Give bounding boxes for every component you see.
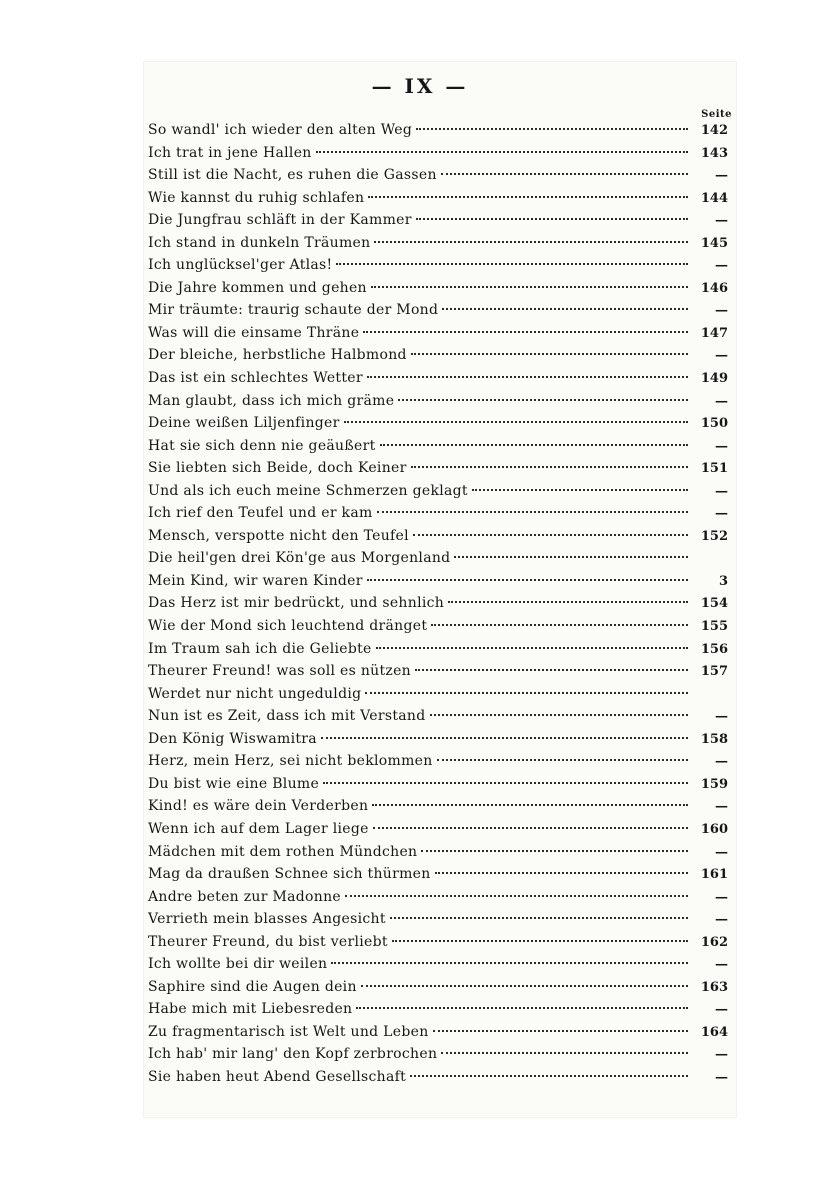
dot-leader xyxy=(398,399,688,401)
toc-entry-title: Hat sie sich denn nie geäußert xyxy=(148,437,376,454)
toc-entry-page: 147 xyxy=(700,325,728,341)
toc-entry-title: Ich rief den Teufel und er kam xyxy=(148,505,373,522)
dot-leader xyxy=(430,714,689,716)
toc-entry xyxy=(148,505,728,528)
toc-entry xyxy=(148,347,728,370)
dot-leader xyxy=(365,692,688,694)
toc-entry-page: 3 xyxy=(718,573,728,589)
toc-entry-title: Andre beten zur Madonne xyxy=(148,888,341,905)
toc-entry-title: Zu fragmentarisch ist Welt und Leben xyxy=(148,1023,429,1040)
toc-entry-page: — xyxy=(715,754,728,770)
toc-entry-title: Ich trat in jene Hallen xyxy=(148,144,312,161)
toc-entry-title: Theurer Freund! was soll es nützen xyxy=(148,663,411,680)
toc-entry-page: — xyxy=(715,844,728,860)
toc-entry-title: Sie liebten sich Beide, doch Keiner xyxy=(148,460,407,477)
toc-entry-title: Ich stand in dunkeln Träumen xyxy=(148,234,371,251)
toc-entry xyxy=(148,776,728,799)
toc-entry xyxy=(148,1046,728,1069)
toc-entry xyxy=(148,731,728,754)
toc-entry xyxy=(148,438,728,461)
dot-leader xyxy=(345,895,688,897)
toc-entry xyxy=(148,821,728,844)
toc-entry-title: Habe mich mit Liebesreden xyxy=(148,1001,353,1018)
dot-leader xyxy=(413,534,688,536)
dot-leader xyxy=(356,1007,688,1009)
dot-leader xyxy=(472,489,688,491)
toc-entry-page: — xyxy=(715,483,728,499)
toc-entry-page: — xyxy=(715,348,728,364)
toc-entry-page: 158 xyxy=(700,731,728,747)
dot-leader xyxy=(374,241,688,243)
toc-entry xyxy=(148,325,728,348)
toc-entry-page: 154 xyxy=(700,596,728,612)
toc-entry-page: 159 xyxy=(700,776,728,792)
page-number: — IX — xyxy=(371,74,469,98)
toc-entry-title: Herz, mein Herz, sei nicht beklommen xyxy=(148,753,433,770)
toc-entry xyxy=(148,212,728,235)
dot-leader xyxy=(344,421,688,423)
toc-entry-page: 155 xyxy=(700,619,728,635)
toc-entry xyxy=(148,280,728,303)
toc-entry-page: 160 xyxy=(700,821,728,837)
dot-leader xyxy=(321,737,688,739)
dot-leader xyxy=(441,173,688,175)
dot-leader xyxy=(373,827,688,829)
toc-entry-page: 163 xyxy=(700,979,728,995)
toc-entry-title: Du bist wie eine Blume xyxy=(148,775,320,792)
toc-entry-title: Ich hab' mir lang' den Kopf zerbrochen xyxy=(148,1046,438,1063)
toc-entry xyxy=(148,393,728,416)
dot-leader xyxy=(363,331,688,333)
toc-entry-page: — xyxy=(715,799,728,815)
toc-entry-page: 164 xyxy=(700,1024,728,1040)
dot-leader xyxy=(331,962,688,964)
toc-entry xyxy=(148,686,728,709)
dot-leader xyxy=(376,647,688,649)
toc-entry xyxy=(148,122,728,145)
toc-entry-title: Das Herz ist mir bedrückt, und sehnlich xyxy=(148,595,445,612)
toc-entry xyxy=(148,235,728,258)
toc-entry xyxy=(148,415,728,438)
toc-entry-page: — xyxy=(715,393,728,409)
dot-leader xyxy=(454,556,688,558)
toc-entry xyxy=(148,1069,728,1092)
dot-leader xyxy=(372,804,688,806)
dot-leader xyxy=(323,782,688,784)
toc-entry-title: Den König Wiswamitra xyxy=(148,730,317,747)
toc-entry xyxy=(148,370,728,393)
dot-leader xyxy=(431,624,688,626)
toc-entry-page: 142 xyxy=(700,123,728,138)
dot-leader xyxy=(367,579,688,581)
toc-entry-page: 146 xyxy=(700,280,728,296)
dot-leader xyxy=(421,850,688,852)
toc-entry xyxy=(148,302,728,325)
dot-leader xyxy=(433,1030,688,1032)
toc-entry-page: — xyxy=(715,709,728,725)
toc-entry-title: Wie kannst du ruhig schlafen xyxy=(148,189,365,206)
toc-entry-title: Das ist ein schlechtes Wetter xyxy=(148,370,363,387)
toc-entry xyxy=(148,528,728,551)
toc-entry xyxy=(148,618,728,641)
toc-entry-page: — xyxy=(715,506,728,522)
toc-entry-title: Mensch, verspotte nicht den Teufel xyxy=(148,527,409,544)
toc-entry-page: — xyxy=(715,1002,728,1018)
dot-leader xyxy=(361,985,688,987)
table-of-contents xyxy=(148,122,728,1092)
toc-entry-title: Mir träumte: traurig schaute der Mond xyxy=(148,302,439,319)
toc-entry xyxy=(148,889,728,912)
toc-entry-page: 150 xyxy=(700,416,728,432)
toc-entry-page: — xyxy=(715,1047,728,1063)
toc-entry-page: — xyxy=(715,912,728,928)
toc-entry-page: — xyxy=(715,213,728,229)
dot-leader xyxy=(377,511,688,513)
toc-entry xyxy=(148,641,728,664)
toc-entry xyxy=(148,798,728,821)
toc-entry-page: 161 xyxy=(700,867,728,883)
toc-entry-title: Man glaubt, dass ich mich gräme xyxy=(148,392,395,409)
toc-entry xyxy=(148,1001,728,1024)
dot-leader xyxy=(416,128,688,130)
toc-entry xyxy=(148,708,728,731)
dot-leader xyxy=(411,353,688,355)
toc-entry-page: 151 xyxy=(700,461,728,477)
toc-entry-page: 145 xyxy=(700,235,728,251)
dot-leader xyxy=(437,759,688,761)
toc-entry xyxy=(148,911,728,934)
toc-entry xyxy=(148,145,728,168)
toc-entry-page: — xyxy=(715,957,728,973)
dot-leader xyxy=(415,669,688,671)
toc-entry xyxy=(148,257,728,280)
toc-entry-title: Im Traum sah ich die Geliebte xyxy=(148,640,372,657)
dot-leader xyxy=(392,940,688,942)
dot-leader xyxy=(411,466,688,468)
toc-entry-page: — xyxy=(715,303,728,319)
toc-entry xyxy=(148,1024,728,1047)
toc-entry-title: Die heil'gen drei Kön'ge aus Morgenland xyxy=(148,550,451,567)
dot-leader xyxy=(435,872,688,874)
toc-entry-title: Und als ich euch meine Schmerzen geklagt xyxy=(148,482,468,499)
toc-entry-page: 156 xyxy=(700,641,728,657)
toc-entry-title: Still ist die Nacht, es ruhen die Gassen xyxy=(148,167,437,184)
toc-entry-title: Kind! es wäre dein Verderben xyxy=(148,798,369,815)
toc-entry xyxy=(148,595,728,618)
toc-entry-title: Die Jungfrau schläft in der Kammer xyxy=(148,212,412,229)
page-column-header: Seite xyxy=(701,109,732,120)
dot-leader xyxy=(416,218,688,220)
dot-leader xyxy=(390,917,688,919)
toc-entry-title: So wandl' ich wieder den alten Weg xyxy=(148,122,413,138)
toc-entry-title: Mag da draußen Schnee sich thürmen xyxy=(148,866,431,883)
toc-entry-page: — xyxy=(715,168,728,184)
toc-entry-title: Ich wollte bei dir weilen xyxy=(148,956,328,973)
toc-entry-title: Nun ist es Zeit, dass ich mit Verstand xyxy=(148,708,426,725)
toc-entry-page: — xyxy=(715,1069,728,1085)
toc-entry-page: 157 xyxy=(700,664,728,680)
toc-entry-title: Ich unglücksel'ger Atlas! xyxy=(148,257,333,274)
dot-leader xyxy=(410,1075,688,1077)
toc-entry-title: Werdet nur nicht ungeduldig xyxy=(148,685,362,702)
dot-leader xyxy=(367,376,688,378)
toc-entry-title: Was will die einsame Thräne xyxy=(148,324,360,341)
dot-leader xyxy=(371,286,688,288)
toc-entry-title: Saphire sind die Augen dein xyxy=(148,978,357,995)
toc-entry-title: Wie der Mond sich leuchtend dränget xyxy=(148,618,428,635)
toc-entry xyxy=(148,934,728,957)
toc-entry xyxy=(148,663,728,686)
dot-leader xyxy=(380,444,688,446)
toc-entry xyxy=(148,956,728,979)
toc-entry-title: Sie haben heut Abend Gesellschaft xyxy=(148,1068,407,1085)
toc-entry-title: Theurer Freund, du bist verliebt xyxy=(148,933,388,950)
toc-entry-page: 162 xyxy=(700,934,728,950)
toc-entry xyxy=(148,550,728,573)
toc-entry xyxy=(148,573,728,596)
toc-entry-title: Mein Kind, wir waren Kinder xyxy=(148,572,363,589)
toc-entry-title: Mädchen mit dem rothen Mündchen xyxy=(148,843,418,860)
toc-entry xyxy=(148,460,728,483)
toc-entry xyxy=(148,753,728,776)
dot-leader xyxy=(448,601,688,603)
toc-entry xyxy=(148,167,728,190)
dot-leader xyxy=(316,151,688,153)
toc-entry xyxy=(148,979,728,1002)
toc-entry xyxy=(148,844,728,867)
toc-entry-page: 152 xyxy=(700,528,728,544)
toc-entry-page: 144 xyxy=(700,190,728,206)
toc-entry-page: 149 xyxy=(700,371,728,387)
toc-entry-page: — xyxy=(715,438,728,454)
toc-entry-title: Wenn ich auf dem Lager liege xyxy=(148,820,369,837)
dot-leader xyxy=(368,196,688,198)
toc-entry-page: — xyxy=(715,258,728,274)
toc-entry-page: 143 xyxy=(700,145,728,161)
toc-entry-page: — xyxy=(715,889,728,905)
dot-leader xyxy=(336,263,688,265)
toc-entry xyxy=(148,190,728,213)
dot-leader xyxy=(442,308,688,310)
toc-entry-title: Deine weißen Liljenfinger xyxy=(148,415,340,432)
toc-entry xyxy=(148,866,728,889)
toc-entry-title: Verrieth mein blasses Angesicht xyxy=(148,911,386,928)
toc-entry xyxy=(148,483,728,506)
toc-entry-title: Die Jahre kommen und gehen xyxy=(148,279,367,296)
dot-leader xyxy=(441,1052,688,1054)
toc-entry-title: Der bleiche, herbstliche Halbmond xyxy=(148,347,407,364)
